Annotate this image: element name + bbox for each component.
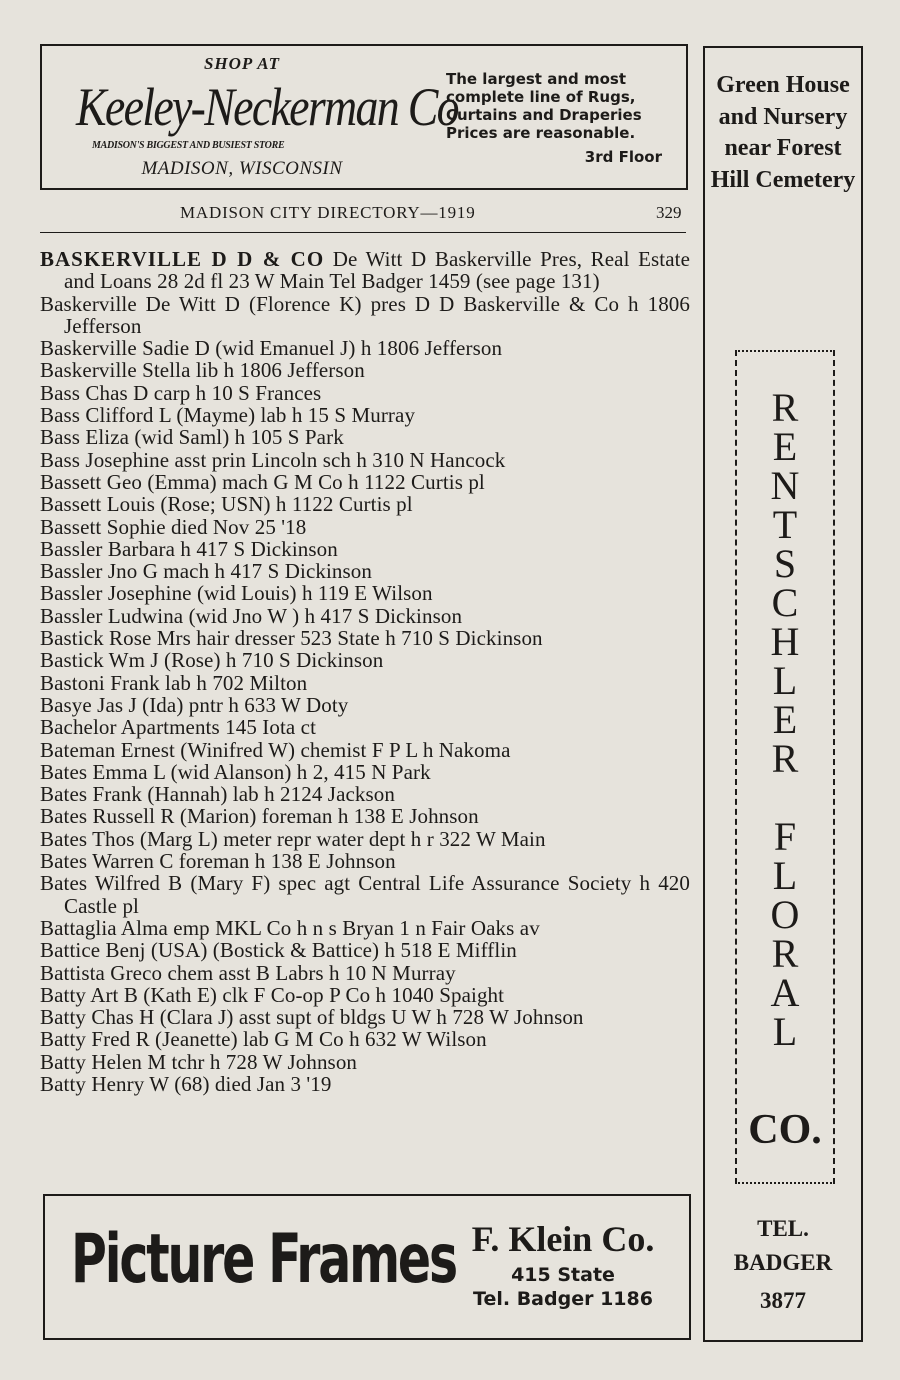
vertical-letter: [737, 778, 833, 817]
entry-text: Bates Thos (Marg L) meter repr water dept h r 322 W Main: [40, 826, 546, 851]
directory-entry: [40, 404, 690, 426]
directory-entry: [40, 649, 690, 671]
vertical-letter: L: [772, 853, 798, 898]
rentschler-floral-ad: [703, 46, 863, 1342]
page-number: 329: [656, 203, 682, 222]
entry-text: Bass Chas D carp h 10 S Frances: [40, 380, 322, 405]
directory-entry: [40, 426, 690, 448]
directory-entry: [40, 449, 690, 471]
vertical-letter: O: [770, 892, 800, 937]
entry-text: Bastick Rose Mrs hair dresser 523 State h 710 S Dickinson: [40, 626, 543, 651]
entry-text: Bates Wilfred B (Mary F) spec agt Central Life Assurance Society h 420 Castle pl: [40, 871, 690, 918]
entry-text: Bassett Louis (Rose; USN) h 1122 Curtis pl: [40, 492, 413, 517]
directory-entry: [40, 694, 690, 716]
directory-entry: [40, 828, 690, 850]
store-city: MADISON, WISCONSIN: [141, 158, 343, 179]
entry-text: Bastick Wm J (Rose) h 710 S Dickinson: [40, 648, 384, 673]
entry-text: Baskerville De Witt D (Florence K) pres D D Baskerville & Co h 1806 Jefferson: [40, 291, 690, 338]
directory-entry: [40, 359, 690, 381]
vertical-letter: H: [770, 619, 800, 664]
directory-entry: [40, 739, 690, 761]
keeley-neckerman-ad: [40, 44, 688, 190]
directory-entry: [40, 1051, 690, 1073]
decorative-frame: [735, 350, 835, 1184]
entry-text: Bassler Barbara h 417 S Dickinson: [40, 536, 338, 561]
entry-text: Bateman Ernest (Winifred W) chemist F P L h Nakoma: [40, 737, 511, 762]
vertical-letter: E: [772, 424, 798, 469]
tel-exchange: BADGER: [733, 1250, 833, 1275]
directory-entry: [40, 293, 690, 338]
entry-text: Bates Warren C foreman h 138 E Johnson: [40, 849, 396, 874]
vertical-company-name: [737, 385, 833, 1054]
vertical-letter: L: [772, 658, 798, 703]
company-co-text: CO.: [748, 1107, 822, 1153]
entry-text: Basye Jas J (Ida) pntr h 633 W Doty: [40, 692, 349, 717]
picture-frames-headline: Picture Frames: [71, 1220, 456, 1299]
vertical-letter: R: [771, 736, 799, 781]
klein-address: 415 State: [511, 1264, 615, 1286]
tel-number: 3877: [760, 1288, 806, 1313]
directory-entry: [40, 1028, 690, 1050]
vertical-letter: C: [771, 580, 799, 625]
header-rule: [40, 232, 686, 233]
directory-entry: [40, 672, 690, 694]
directory-entry: [40, 716, 690, 738]
entry-text: Bassett Sophie died Nov 25 '18: [40, 514, 307, 539]
directory-entry: [40, 962, 690, 984]
entry-text: Bates Frank (Hannah) lab h 2124 Jackson: [40, 782, 395, 807]
store-floor: 3rd Floor: [584, 148, 662, 166]
directory-entry: [40, 1006, 690, 1028]
directory-entry: [40, 939, 690, 961]
vertical-letter: S: [773, 541, 797, 586]
vertical-letter: R: [771, 931, 799, 976]
entry-text: Batty Art B (Kath E) clk F Co-op P Co h 1040 Spaight: [40, 982, 505, 1007]
directory-entry: [40, 382, 690, 404]
entry-text: Bassett Geo (Emma) mach G M Co h 1122 Curtis pl: [40, 469, 485, 494]
directory-entry: [40, 872, 690, 917]
shop-at-text: SHOP AT: [203, 54, 281, 73]
entry-text: Bassler Josephine (wid Louis) h 119 E Wilson: [40, 581, 433, 606]
entry-text: Bachelor Apartments 145 Iota ct: [40, 715, 317, 740]
entry-text: Baskerville Sadie D (wid Emanuel J) h 1806 Jefferson: [40, 336, 503, 361]
directory-entry: [40, 850, 690, 872]
entry-text: De Witt D Baskerville Pres, Real Estate and Loans 28 2d fl 23 W Main Tel Badger 1459 (see page 131): [64, 247, 690, 294]
entry-text: Battista Greco chem asst B Labrs h 10 N Murray: [40, 960, 456, 985]
directory-entry: [40, 582, 690, 604]
entry-text: Bass Clifford L (Mayme) lab h 15 S Murray: [40, 403, 416, 428]
entry-text: Bassler Jno G mach h 417 S Dickinson: [40, 559, 372, 584]
directory-entry: [40, 783, 690, 805]
vertical-letter: L: [772, 1009, 798, 1054]
entry-text: Batty Helen M tchr h 728 W Johnson: [40, 1049, 358, 1074]
entry-text: Battice Benj (USA) (Bostick & Battice) h 518 E Mifflin: [40, 938, 517, 963]
entry-text: Bates Emma L (wid Alanson) h 2, 415 N Park: [40, 759, 431, 784]
firm-name: BASKERVILLE D D & CO: [40, 247, 325, 271]
directory-entry: [40, 984, 690, 1006]
tel-label: TEL.: [757, 1216, 809, 1241]
directory-entries: [40, 248, 690, 1095]
vertical-letter: E: [772, 697, 798, 742]
directory-entry: [40, 605, 690, 627]
entry-text: Bates Russell R (Marion) foreman h 138 E Johnson: [40, 804, 479, 829]
directory-entry: [40, 560, 690, 582]
directory-entry: [40, 627, 690, 649]
klein-picture-frames-ad: [43, 1194, 691, 1340]
entry-text: Bass Josephine asst prin Lincoln sch h 310 N Hancock: [40, 447, 506, 472]
vertical-letter: R: [771, 385, 799, 430]
directory-entry: [40, 516, 690, 538]
entry-text: Bassler Ludwina (wid Jno W ) h 417 S Dickinson: [40, 603, 463, 628]
directory-entry: [40, 493, 690, 515]
vertical-letter: T: [772, 502, 798, 547]
entry-text: Baskerville Stella lib h 1806 Jefferson: [40, 358, 365, 383]
klein-company-name: F. Klein Co.: [471, 1219, 655, 1259]
entry-text: Battaglia Alma emp MKL Co h n s Bryan 1 n Fair Oaks av: [40, 915, 540, 940]
directory-entry: [40, 248, 690, 293]
directory-entry: [40, 917, 690, 939]
entry-text: Batty Henry W (68) died Jan 3 '19: [40, 1071, 332, 1096]
store-description: The largest and most complete line of Rugs, Curtains and Draperies Prices are reasonable.: [446, 70, 642, 142]
keeley-neckerman-logo: Keeley-Neckerman Co: [76, 77, 458, 137]
entry-text: Bass Eliza (wid Saml) h 105 S Park: [40, 425, 344, 450]
directory-entry: [40, 538, 690, 560]
entry-text: Batty Chas H (Clara J) asst supt of bldgs U W h 728 W Johnson: [40, 1005, 584, 1030]
vertical-letter: N: [770, 463, 800, 508]
directory-entry: [40, 805, 690, 827]
directory-entry: [40, 1073, 690, 1095]
greenhouse-intro: Green House and Nursery near Forest Hill Cemetery: [710, 72, 856, 193]
entry-text: Batty Fred R (Jeanette) lab G M Co h 632 W Wilson: [40, 1027, 487, 1052]
directory-entry: [40, 471, 690, 493]
vertical-letter: F: [773, 814, 797, 859]
klein-phone: Tel. Badger 1186: [473, 1288, 653, 1310]
directory-entry: [40, 761, 690, 783]
vertical-letter: A: [770, 970, 800, 1015]
directory-entry: [40, 337, 690, 359]
running-head: MADISON CITY DIRECTORY—1919: [180, 203, 476, 222]
entry-text: Bastoni Frank lab h 702 Milton: [40, 670, 308, 695]
store-tagline: MADISON'S BIGGEST AND BUSIEST STORE: [92, 140, 285, 151]
